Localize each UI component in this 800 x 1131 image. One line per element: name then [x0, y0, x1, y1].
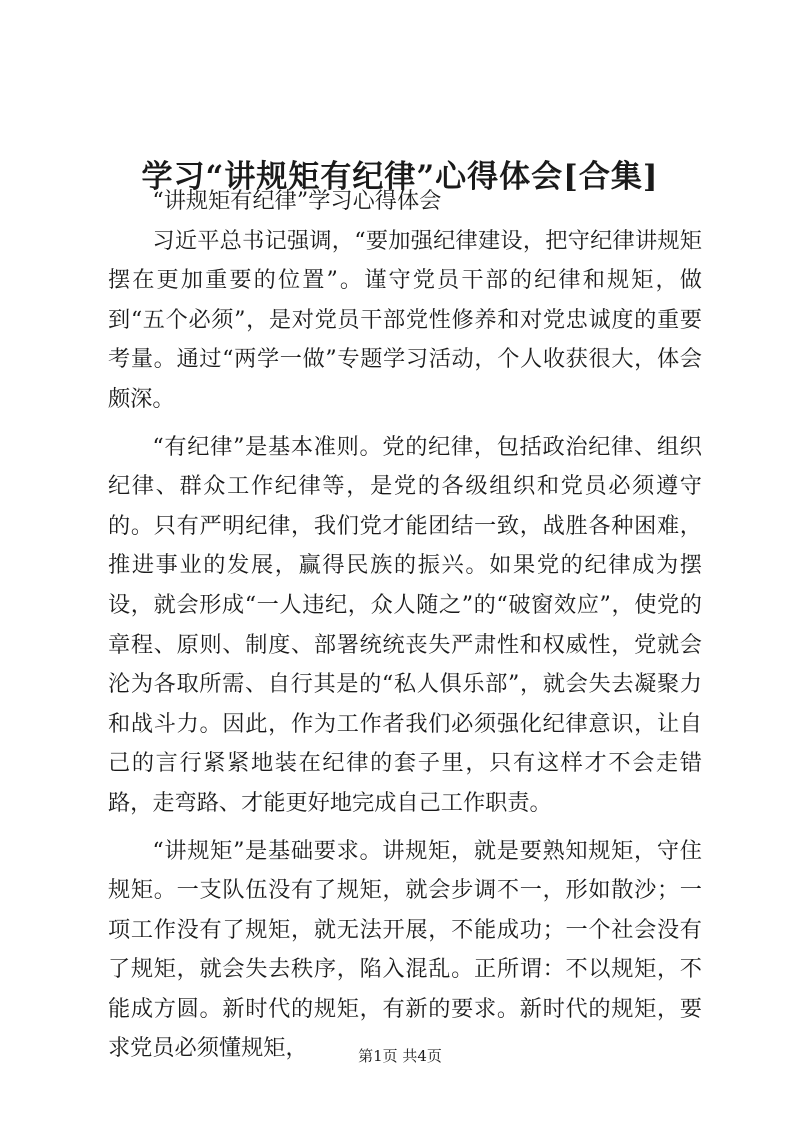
paragraph: 习近平总书记强调，“要加强纪律建设，把守纪律讲规矩摆在更加重要的位置”。谨守党员干部的纪律和规矩，做到“五个必须”，是对党员干部党性修养和对党忠诚度的重要考量。通过“两学一做”专题学习活动，个人收获很大，体会颇深。: [108, 227, 702, 412]
paragraph: “讲规矩”是基础要求。讲规矩，就是要熟知规矩，守住规矩。一支队伍没有了规矩，就会步调不一，形如散沙；一项工作没有了规矩，就无法开展，不能成功；一个社会没有了规矩，就会失去秩序，陷入混乱。正所谓：不以规矩，不能成方圆。新时代的规矩，有新的要求。新时代的规矩，要求党员必须懂规矩，: [108, 837, 702, 1062]
document-subtitle: “讲规矩有纪律”学习心得体会: [152, 188, 442, 214]
document-title: 学习“讲规矩有纪律”心得体会[合集]: [141, 158, 659, 195]
page-footer: 第1页 共4页: [358, 1047, 442, 1065]
paragraph: “有纪律”是基本准则。党的纪律，包括政治纪律、组织纪律、群众工作纪律等，是党的各级组织和党员必须遵守的。只有严明纪律，我们党才能团结一致，战胜各种困难，推进事业的发展，赢得民族的振兴。如果党的纪律成为摆设，就会形成“一人违纪，众人随之”的“破窗效应”，使党的章程、原则、制度、部署统统丧失严肃性和权威性，党就会沦为各取所需、自行其是的“私人俱乐部”，就会失去凝聚力和战斗力。因此，作为工作者我们必须强化纪律意识，让自己的言行紧紧地装在纪律的套子里，只有这样才不会走错路，走弯路、才能更好地完成自己工作职责。: [108, 433, 702, 816]
document-body: [108, 182, 702, 1077]
